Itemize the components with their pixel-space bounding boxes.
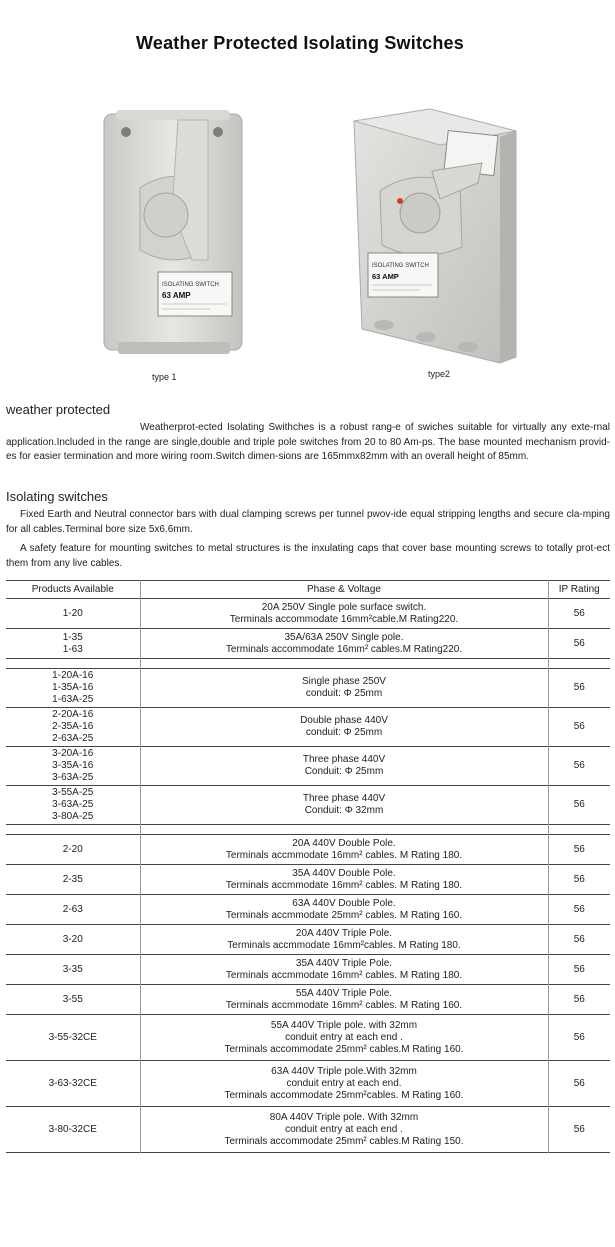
table-row bbox=[6, 669, 610, 708]
phase-voltage-cell bbox=[140, 629, 548, 659]
isolating-switches-paragraph-1: Fixed Earth and Neutral connector bars with dual clamping screws per tunnel pwov-ide equal stripping lengths and secure cla-mping for all cables.Terminal bore size 5x6.6mm. bbox=[6, 509, 610, 535]
ip-rating-cell: 56 bbox=[548, 895, 610, 925]
header-phase-voltage: Phase & Voltage bbox=[140, 581, 548, 599]
product-code: 1-63A-25 bbox=[52, 694, 94, 705]
phase-voltage-line: Conduit: Φ 25mm bbox=[304, 766, 384, 777]
phase-voltage-line: conduit: Φ 25mm bbox=[305, 727, 383, 738]
product-cell bbox=[6, 955, 140, 985]
phase-voltage-cell bbox=[140, 1015, 548, 1061]
ip-rating-cell: 56 bbox=[548, 669, 610, 708]
separator-cell bbox=[140, 659, 548, 669]
phase-voltage-line: Terminals accmmodate 16mm² cables. M Rating 180. bbox=[225, 969, 463, 981]
phase-voltage-line: Terminals accmmodate 16mm² cables. M Rating 180. bbox=[225, 849, 463, 861]
product-code: 3-63A-25 bbox=[52, 799, 94, 810]
product-code: 3-80-32CE bbox=[48, 1123, 97, 1135]
switch-image-type-1 bbox=[100, 110, 248, 358]
isolating-switches-paragraph-2: A safety feature for mounting switches to metal structures is the inxulating caps that cover base mounting screws to totally prot-ect them from any live cables. bbox=[6, 543, 610, 569]
table-row bbox=[6, 1107, 610, 1153]
product-code: 2-35A-16 bbox=[52, 721, 94, 732]
phase-voltage-line: Double phase 440V bbox=[300, 715, 388, 726]
table-separator-row bbox=[6, 659, 610, 669]
table-row bbox=[6, 925, 610, 955]
product-code: 3-55A-25 bbox=[52, 787, 94, 798]
separator-cell bbox=[140, 825, 548, 835]
product-cell bbox=[6, 1061, 140, 1107]
phase-voltage-line: Single phase 250V bbox=[302, 676, 386, 687]
type2-plate-amp: 63 AMP bbox=[372, 272, 399, 281]
product-code: 2-20A-16 bbox=[52, 709, 94, 720]
product-cell bbox=[6, 925, 140, 955]
table-row bbox=[6, 985, 610, 1015]
product-cell bbox=[6, 835, 140, 865]
phase-voltage-line: 55A 440V Triple pole. with 32mm bbox=[270, 1019, 418, 1031]
separator-cell bbox=[6, 825, 140, 835]
product-cell bbox=[6, 747, 140, 786]
phase-voltage-line: Terminals accmmodate 16mm² cables. M Rating 160. bbox=[225, 999, 463, 1011]
section-heading-weather-protected: weather protected bbox=[6, 402, 111, 417]
phase-voltage-line: 20A 250V Single pole surface switch. bbox=[261, 601, 427, 613]
product-cell bbox=[6, 629, 140, 659]
table-row bbox=[6, 629, 610, 659]
phase-voltage-line: 80A 440V Triple pole. With 32mm bbox=[269, 1111, 419, 1123]
product-cell bbox=[6, 1015, 140, 1061]
phase-voltage-line: Terminals accommodate 25mm²cables. M Rating 160. bbox=[224, 1089, 464, 1101]
product-code: 3-63A-25 bbox=[52, 772, 94, 783]
phase-voltage-line: Conduit: Φ 32mm bbox=[304, 805, 384, 816]
phase-voltage-line: conduit entry at each end . bbox=[285, 1123, 403, 1135]
ip-rating-cell: 56 bbox=[548, 835, 610, 865]
phase-voltage-line: 55A 440V Triple Pole. bbox=[295, 987, 393, 999]
product-cell bbox=[6, 895, 140, 925]
svg-text:ISOLATING SWITCH: ISOLATING SWITCH bbox=[162, 282, 219, 288]
phase-voltage-cell bbox=[140, 747, 548, 786]
ip-rating-cell: 56 bbox=[548, 1107, 610, 1153]
phase-voltage-line: Terminals accmmodate 25mm² cables. M Rating 160. bbox=[225, 909, 463, 921]
phase-voltage-cell bbox=[140, 955, 548, 985]
table-row bbox=[6, 835, 610, 865]
separator-cell bbox=[548, 825, 610, 835]
phase-voltage-cell bbox=[140, 835, 548, 865]
ip-rating-cell: 56 bbox=[548, 708, 610, 747]
page-title: Weather Protected Isolating Switches bbox=[136, 33, 464, 53]
ip-rating-cell: 56 bbox=[548, 865, 610, 895]
header-products-available: Products Available bbox=[31, 583, 114, 595]
product-code: 1-20 bbox=[62, 607, 83, 619]
product-code: 2-35 bbox=[62, 873, 83, 885]
phase-voltage-cell bbox=[140, 865, 548, 895]
product-cell bbox=[6, 786, 140, 825]
phase-voltage-line: Terminals accommodate 25mm² cables.M Rating 150. bbox=[224, 1135, 464, 1147]
table-row bbox=[6, 865, 610, 895]
product-cell bbox=[6, 669, 140, 708]
switch-image-type-2 bbox=[350, 105, 520, 367]
phase-voltage-line: conduit entry at each end. bbox=[286, 1077, 402, 1089]
table-separator-row bbox=[6, 825, 610, 835]
phase-voltage-line: Three phase 440V bbox=[302, 754, 386, 765]
phase-voltage-line: Three phase 440V bbox=[302, 793, 386, 804]
table-row bbox=[6, 786, 610, 825]
ip-rating-cell: 56 bbox=[548, 599, 610, 629]
product-cell bbox=[6, 985, 140, 1015]
product-cell bbox=[6, 599, 140, 629]
product-code: 1-20A-16 bbox=[52, 670, 94, 681]
product-code: 3-20 bbox=[62, 933, 83, 945]
phase-voltage-cell bbox=[140, 895, 548, 925]
header-ip-rating: IP Rating bbox=[548, 581, 610, 599]
phase-voltage-line: conduit entry at each end . bbox=[285, 1031, 403, 1043]
product-cell bbox=[6, 1107, 140, 1153]
ip-rating-cell: 56 bbox=[548, 985, 610, 1015]
table-header-row bbox=[6, 581, 610, 599]
phase-voltage-line: Terminals accommodate 16mm² cables.M Rating220. bbox=[225, 643, 463, 655]
table-row bbox=[6, 708, 610, 747]
phase-voltage-cell bbox=[140, 1107, 548, 1153]
phase-voltage-line: 20A 440V Triple Pole. bbox=[295, 927, 393, 939]
product-code: 3-63-32CE bbox=[48, 1077, 97, 1089]
type1-plate-amp: 63 AMP bbox=[162, 291, 191, 300]
product-code: 2-63 bbox=[62, 903, 83, 915]
ip-rating-cell: 56 bbox=[548, 925, 610, 955]
phase-voltage-line: Terminals accommodate 25mm² cables.M Rating 160. bbox=[224, 1043, 464, 1055]
phase-voltage-line: Terminals accommodate 16mm²cable.M Rating220. bbox=[229, 613, 459, 625]
phase-voltage-line: Terminals accmmodate 16mm² cables. M Rating 180. bbox=[225, 879, 463, 891]
weather-protected-paragraph: Weatherprot-ected Isolating Swithches is a robust rang-e of swiches suitable for virtually any exte-rnal application.Included in the range are single,double and triple pole switches from 20 to 80 Am-ps. The base mounted mechanism provid-es for easier termination and more wiring room.Switch dimen-sions are 165mmx82mm with an overall height of 85mm. bbox=[6, 422, 610, 462]
product-code: 1-63 bbox=[62, 643, 83, 655]
phase-voltage-line: 35A 440V Double Pole. bbox=[292, 867, 396, 879]
phase-voltage-cell bbox=[140, 985, 548, 1015]
ip-rating-cell: 56 bbox=[548, 629, 610, 659]
product-code: 1-35A-16 bbox=[52, 682, 94, 693]
table-row bbox=[6, 599, 610, 629]
product-code: 3-55 bbox=[62, 993, 83, 1005]
phase-voltage-cell bbox=[140, 925, 548, 955]
phase-voltage-line: 35A/63A 250V Single pole. bbox=[284, 631, 404, 643]
phase-voltage-line: 63A 440V Triple pole.With 32mm bbox=[271, 1065, 417, 1077]
phase-voltage-cell bbox=[140, 599, 548, 629]
table-row bbox=[6, 955, 610, 985]
phase-voltage-line: 35A 440V Triple Pole. bbox=[295, 957, 393, 969]
product-code: 3-20A-16 bbox=[52, 748, 94, 759]
phase-voltage-line: conduit: Φ 25mm bbox=[305, 688, 383, 699]
phase-voltage-line: 20A 440V Double Pole. bbox=[292, 837, 396, 849]
ip-rating-cell: 56 bbox=[548, 786, 610, 825]
section-heading-isolating-switches: Isolating switches bbox=[6, 489, 108, 504]
product-cell bbox=[6, 708, 140, 747]
phase-voltage-cell bbox=[140, 786, 548, 825]
phase-voltage-cell bbox=[140, 669, 548, 708]
product-code: 3-35A-16 bbox=[52, 760, 94, 771]
ip-rating-cell: 56 bbox=[548, 747, 610, 786]
phase-voltage-cell bbox=[140, 708, 548, 747]
product-code: 1-35 bbox=[62, 631, 83, 643]
ip-rating-cell: 56 bbox=[548, 1061, 610, 1107]
type-2-caption: type2 bbox=[428, 369, 451, 379]
table-row bbox=[6, 1061, 610, 1107]
table-row bbox=[6, 1015, 610, 1061]
separator-cell bbox=[6, 659, 140, 669]
table-row bbox=[6, 895, 610, 925]
separator-cell bbox=[548, 659, 610, 669]
phase-voltage-line: 63A 440V Double Pole. bbox=[292, 897, 396, 909]
table-row bbox=[6, 747, 610, 786]
ip-rating-cell: 56 bbox=[548, 1015, 610, 1061]
phase-voltage-cell bbox=[140, 1061, 548, 1107]
product-code: 3-55-32CE bbox=[48, 1031, 97, 1043]
phase-voltage-line: Terminals accmmodate 16mm²cables. M Rating 180. bbox=[227, 939, 461, 951]
product-code: 2-63A-25 bbox=[52, 733, 94, 744]
product-cell bbox=[6, 865, 140, 895]
type-1-caption: type 1 bbox=[152, 372, 177, 382]
svg-text:ISOLATING SWITCH: ISOLATING SWITCH bbox=[372, 263, 429, 269]
products-table bbox=[6, 580, 610, 1153]
product-code: 3-80A-25 bbox=[52, 811, 94, 822]
product-code: 3-35 bbox=[62, 963, 83, 975]
ip-rating-cell: 56 bbox=[548, 955, 610, 985]
product-code: 2-20 bbox=[62, 843, 83, 855]
